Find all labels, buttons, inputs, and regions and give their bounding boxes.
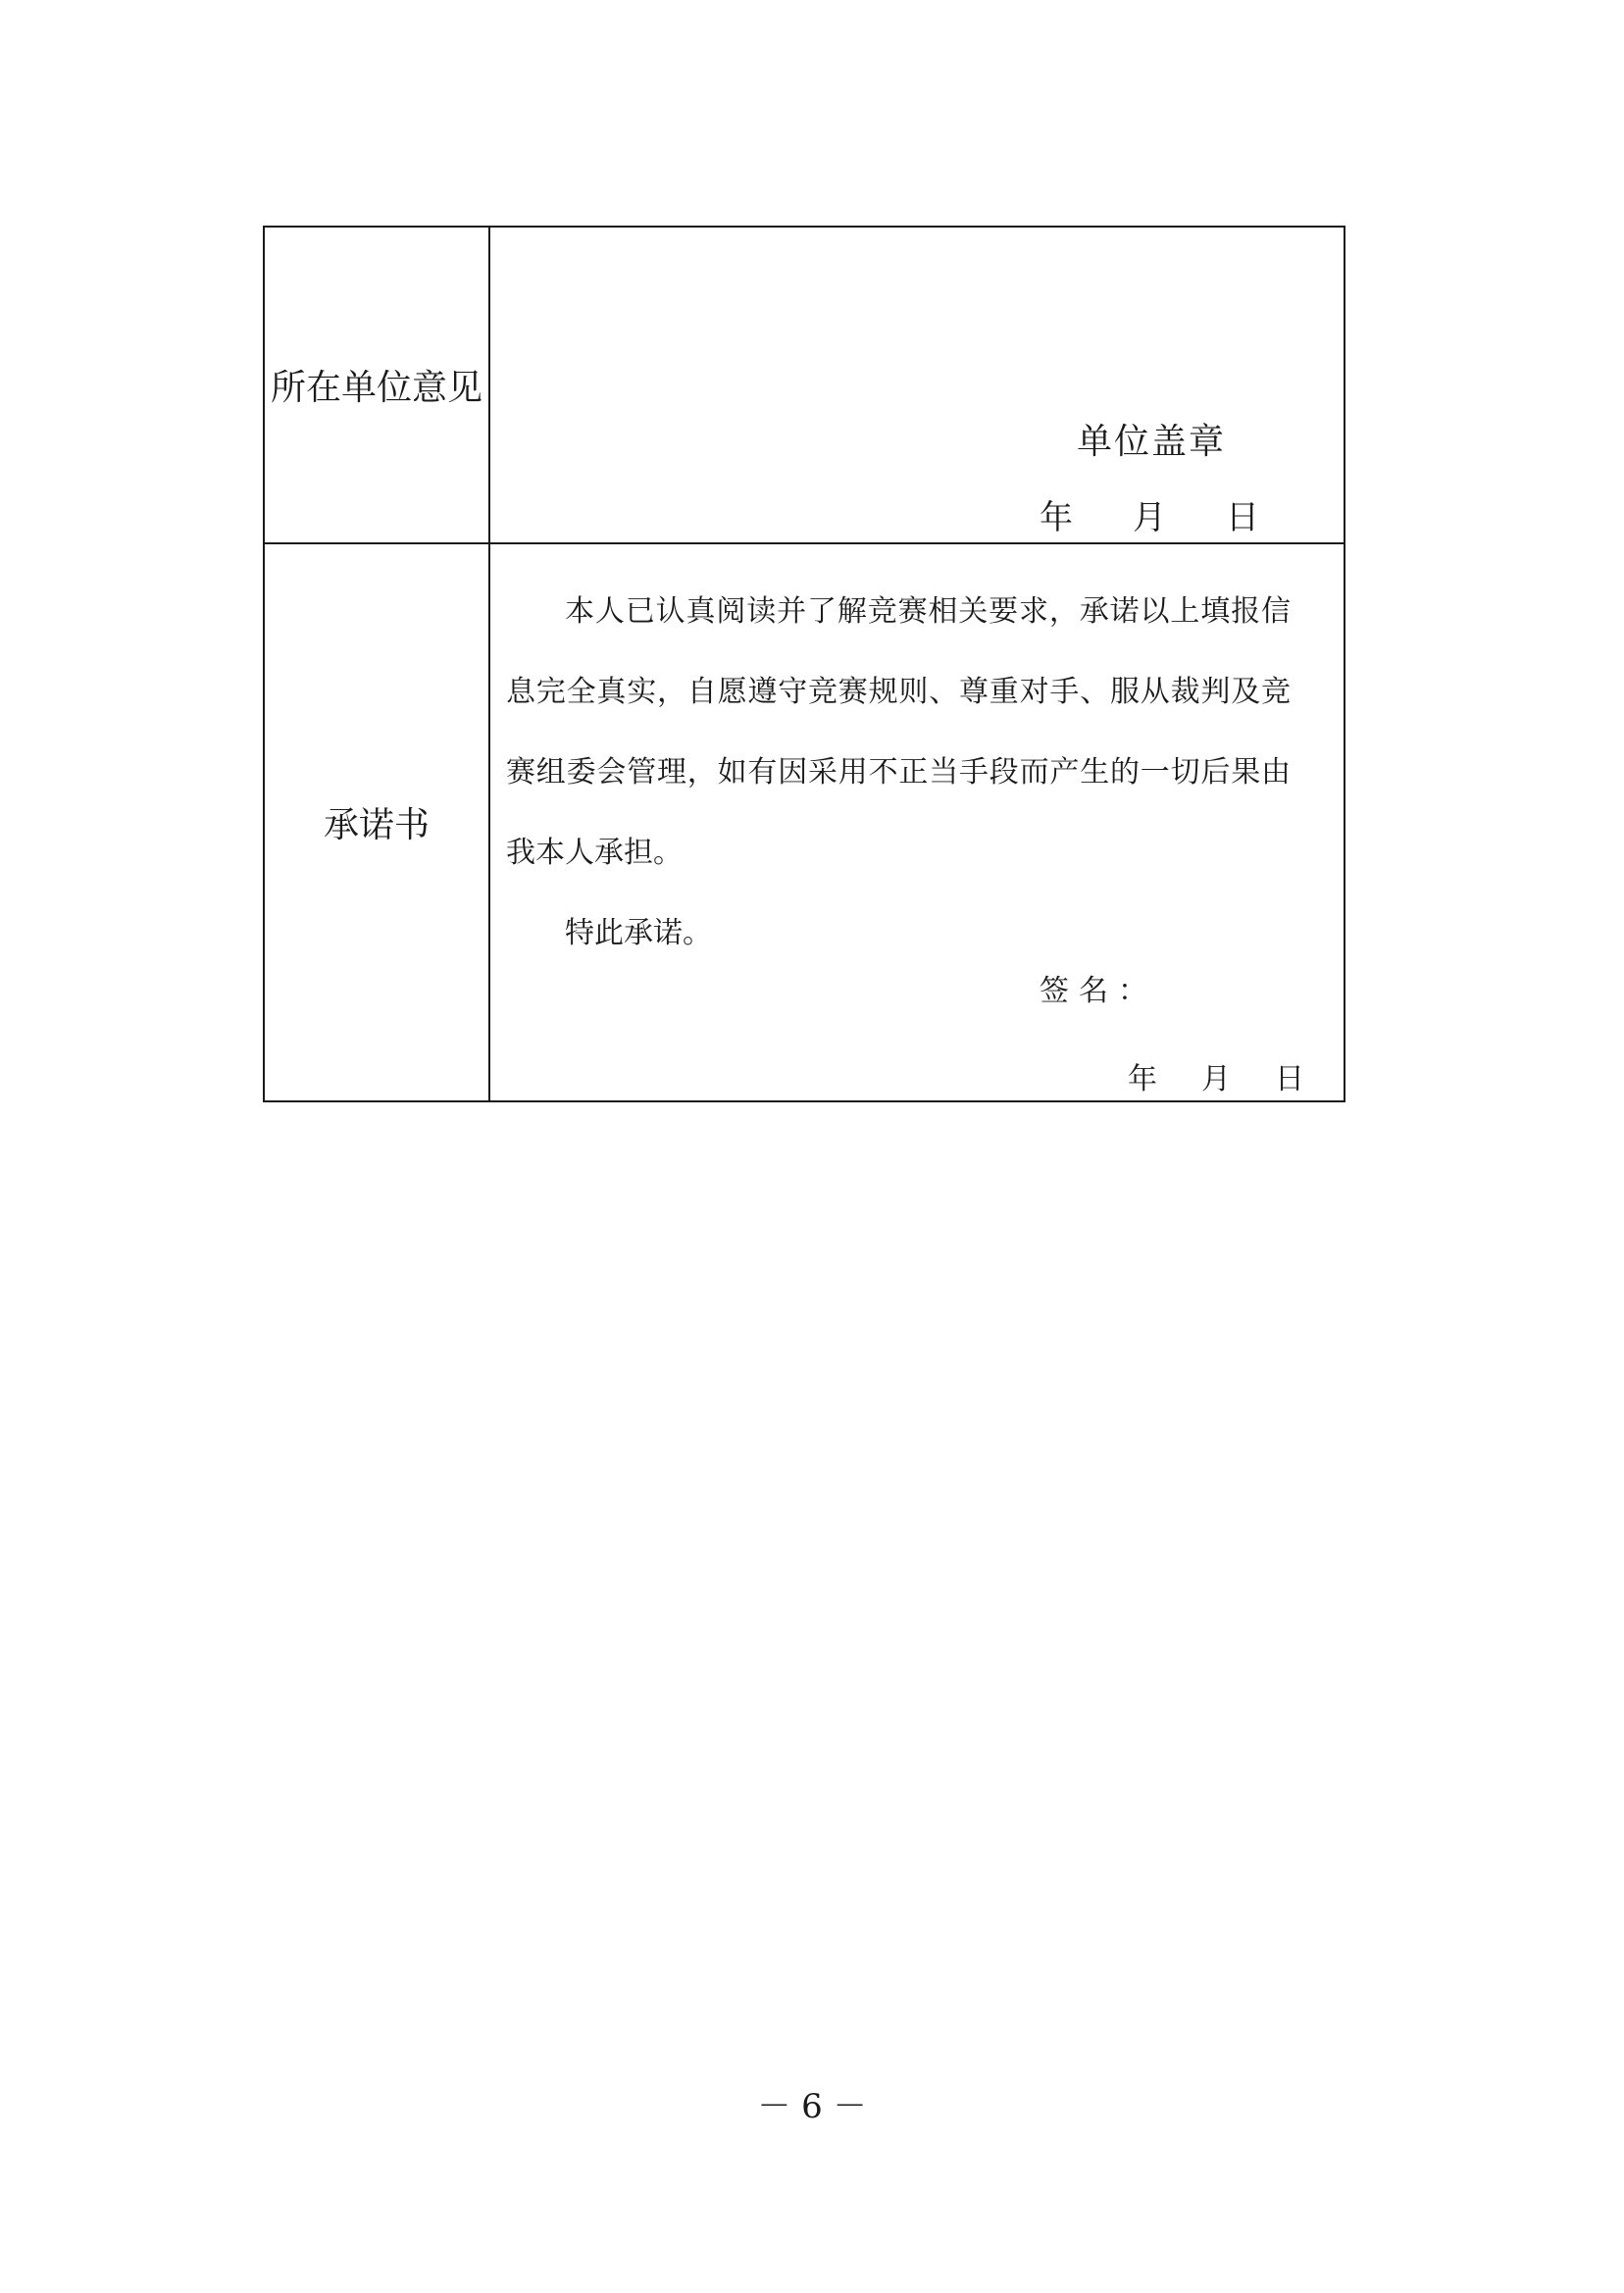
- pledge-row: [265, 544, 1344, 1100]
- unit-opinion-row: [265, 228, 1344, 544]
- pledge-body: [506, 572, 1624, 974]
- pledge-label: 承诺书: [265, 544, 490, 1100]
- unit-opinion-label: 所在单位意见: [265, 228, 490, 542]
- unit-seal-text: 单位盖章: [1077, 422, 1227, 462]
- signature-label: 签名：: [1040, 974, 1157, 1008]
- application-form-table: [263, 226, 1345, 1102]
- unit-opinion-cell: [490, 228, 1344, 542]
- date-year: 年: [1040, 498, 1073, 537]
- unit-opinion-date: [1040, 490, 1259, 538]
- date-month: 月: [1133, 498, 1166, 537]
- page-number: － 6 －: [757, 2087, 867, 2126]
- date-day: 日: [1226, 498, 1259, 537]
- date-year: 年: [1128, 1062, 1157, 1096]
- date-month: 月: [1201, 1062, 1231, 1096]
- pledge-cell: [490, 544, 1344, 1100]
- date-day: 日: [1275, 1062, 1304, 1096]
- pledge-paragraph: 本人已认真阅读并了解竞赛相关要求，承诺以上填报信息完全真实，自愿遵守竞赛规则、尊重对手、服从裁判及竞赛组委会管理，如有因采用不正当手段而产生的一切后果由我本人承担。: [506, 594, 1291, 870]
- pledge-closing: 特此承诺。: [565, 916, 712, 950]
- pledge-date: [1128, 1054, 1304, 1097]
